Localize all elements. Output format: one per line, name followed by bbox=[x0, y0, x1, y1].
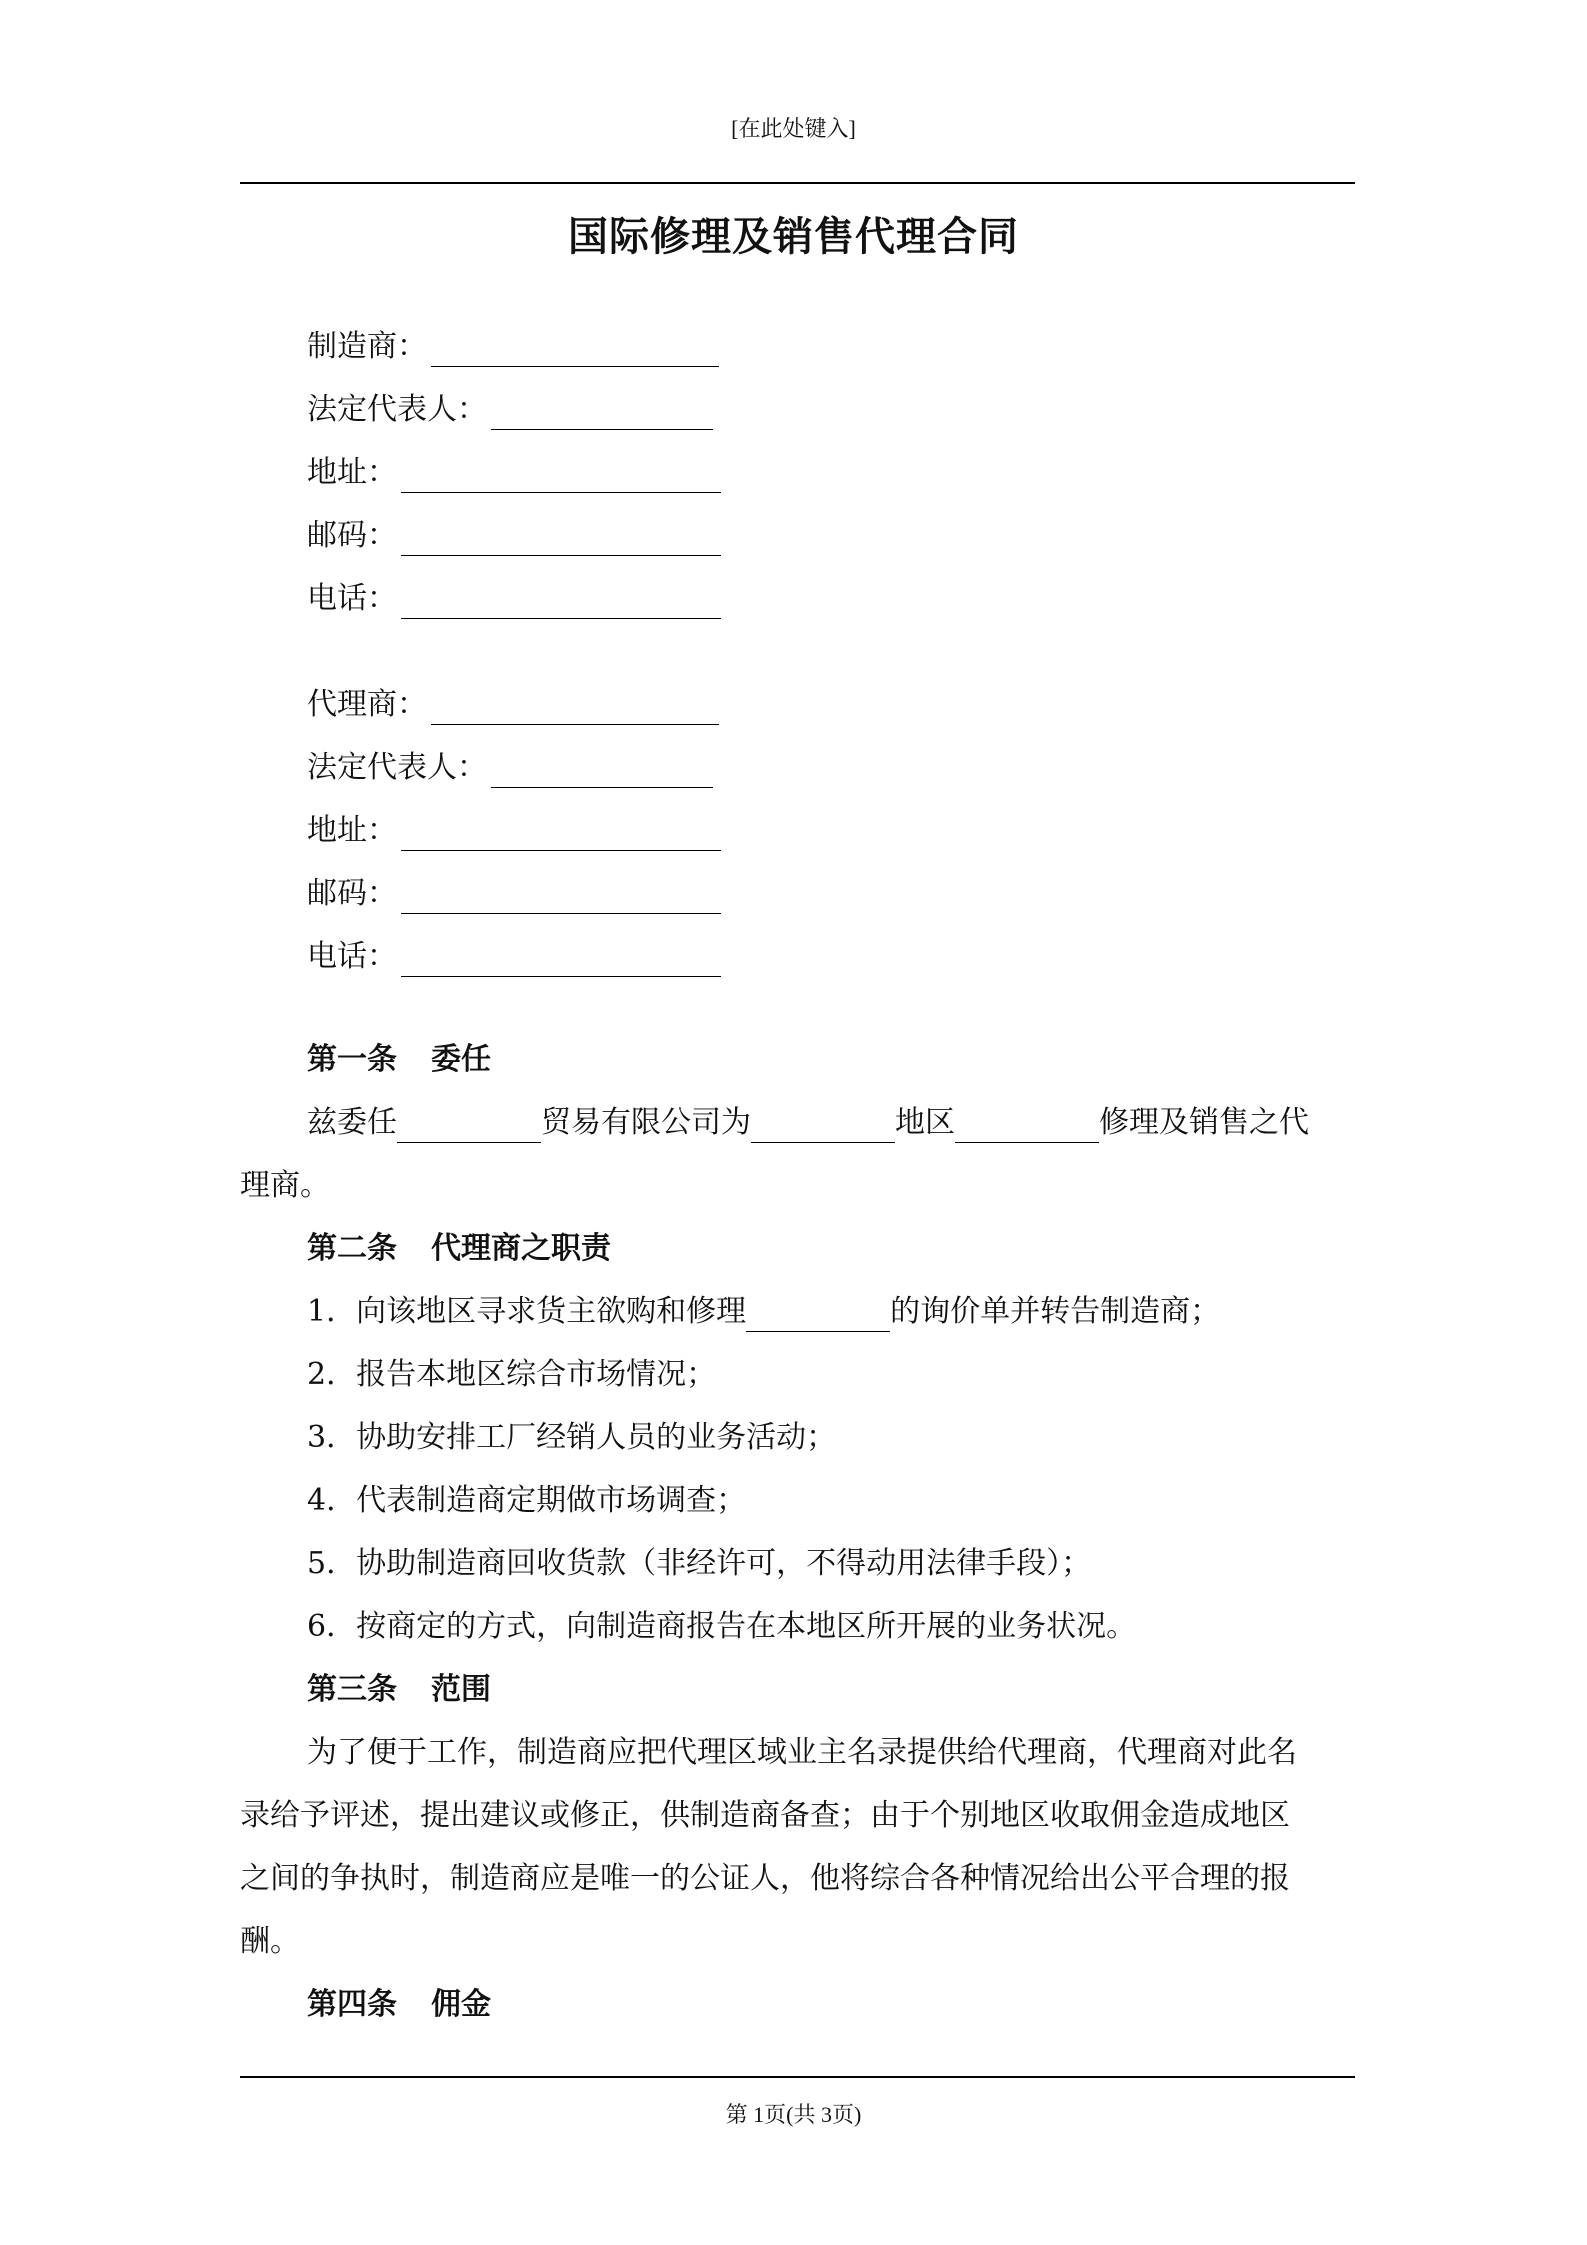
agent-rep-label: 法定代表人： bbox=[307, 750, 487, 785]
article-2-item-6: 6．按商定的方式，向制造商报告在本地区所开展的业务状况。 bbox=[307, 1609, 1137, 1644]
agent-blank[interactable] bbox=[431, 690, 719, 725]
agent-row bbox=[307, 685, 719, 725]
product-blank[interactable] bbox=[955, 1110, 1099, 1143]
agent-postcode-row bbox=[307, 874, 721, 914]
article-1-line-1: 兹委任 贸易有限公司为 地区 修理及销售之代 bbox=[307, 1103, 1309, 1143]
agent-address-blank[interactable] bbox=[401, 816, 721, 851]
article-3-line-3: 之间的争执时，制造商应是唯一的公证人，他将综合各种情况给出公平合理的报 bbox=[240, 1861, 1290, 1896]
manufacturer-rep-blank[interactable] bbox=[491, 395, 713, 430]
manufacturer-blank[interactable] bbox=[431, 332, 719, 367]
manufacturer-phone-label: 电话： bbox=[307, 581, 397, 616]
agent-address-label: 地址： bbox=[307, 813, 397, 848]
article-3-line-2: 录给予评述，提出建议或修正，供制造商备查；由于个别地区收取佣金造成地区 bbox=[240, 1798, 1290, 1833]
article-4-number: 第四条 bbox=[307, 1987, 397, 2022]
header-divider bbox=[240, 182, 1355, 184]
article-3-line-4: 酬。 bbox=[240, 1924, 300, 1959]
article-1-line-2: 理商。 bbox=[240, 1168, 330, 1203]
article-1-number: 第一条 bbox=[307, 1042, 397, 1077]
manufacturer-phone-blank[interactable] bbox=[401, 584, 721, 619]
article-4-title: 佣金 bbox=[431, 1987, 491, 2022]
page-footer: 第 1页(共 3页) bbox=[725, 2102, 862, 2127]
article-2-heading bbox=[307, 1229, 611, 1269]
article-3-line-1: 为了便于工作，制造商应把代理区域业主名录提供给代理商，代理商对此名 bbox=[307, 1735, 1297, 1770]
agent-phone-blank[interactable] bbox=[401, 942, 721, 977]
company-name-blank[interactable] bbox=[397, 1110, 541, 1143]
manufacturer-rep-row bbox=[307, 390, 713, 430]
agent-phone-label: 电话： bbox=[307, 939, 397, 974]
manufacturer-address-label: 地址： bbox=[307, 455, 397, 490]
article-2-item-3: 3．协助安排工厂经销人员的业务活动； bbox=[307, 1420, 837, 1455]
agent-address-row bbox=[307, 811, 721, 851]
article-3-heading bbox=[307, 1670, 491, 1710]
agent-label: 代理商： bbox=[307, 687, 427, 722]
manufacturer-rep-label: 法定代表人： bbox=[307, 392, 487, 427]
agent-postcode-label: 邮码： bbox=[307, 876, 397, 911]
region-blank[interactable] bbox=[751, 1110, 895, 1143]
manufacturer-phone-row bbox=[307, 579, 721, 619]
footer-divider bbox=[240, 2076, 1355, 2078]
article-2-item-4: 4．代表制造商定期做市场调查； bbox=[307, 1483, 747, 1518]
manufacturer-row bbox=[307, 327, 719, 367]
article-3-number: 第三条 bbox=[307, 1672, 397, 1707]
manufacturer-postcode-row bbox=[307, 516, 721, 556]
inquiry-product-blank[interactable] bbox=[746, 1299, 890, 1332]
agent-rep-row bbox=[307, 748, 713, 788]
article-2-item-2: 2．报告本地区综合市场情况； bbox=[307, 1357, 717, 1392]
article-4-heading bbox=[307, 1985, 491, 2025]
article-2-title: 代理商之职责 bbox=[431, 1231, 611, 1266]
article-1-title: 委任 bbox=[431, 1042, 491, 1077]
article-3-title: 范围 bbox=[431, 1672, 491, 1707]
page-header: [在此处键入] bbox=[731, 116, 856, 141]
manufacturer-label: 制造商： bbox=[307, 329, 427, 364]
manufacturer-postcode-label: 邮码： bbox=[307, 518, 397, 553]
manufacturer-address-row bbox=[307, 453, 721, 493]
agent-postcode-blank[interactable] bbox=[401, 879, 721, 914]
manufacturer-address-blank[interactable] bbox=[401, 458, 721, 493]
article-2-number: 第二条 bbox=[307, 1231, 397, 1266]
agent-phone-row bbox=[307, 937, 721, 977]
document-title: 国际修理及销售代理合同 bbox=[568, 213, 1019, 260]
agent-rep-blank[interactable] bbox=[491, 753, 713, 788]
article-1-heading bbox=[307, 1040, 491, 1080]
manufacturer-postcode-blank[interactable] bbox=[401, 521, 721, 556]
article-2-item-1: 1．向该地区寻求货主欲购和修理 的询价单并转告制造商； bbox=[307, 1292, 1220, 1332]
article-2-item-5: 5．协助制造商回收货款（非经许可，不得动用法律手段）； bbox=[307, 1546, 1092, 1581]
